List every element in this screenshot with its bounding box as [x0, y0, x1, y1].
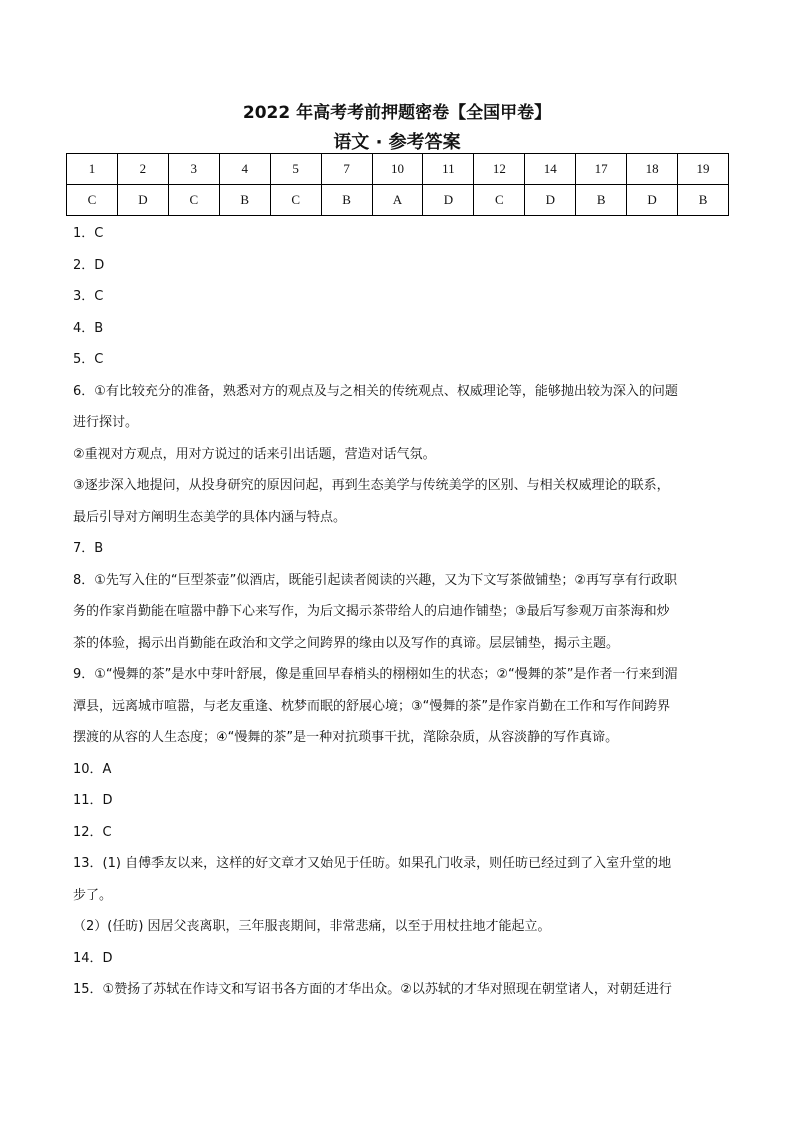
- question-number-cell: 11: [423, 154, 474, 185]
- answer-cell: C: [67, 185, 118, 216]
- answer-line: 茶的体验，揭示出肖勤能在政治和文学之间跨界的缘由以及写作的真谛。层层铺垫，揭示主题。: [73, 635, 620, 651]
- answer-line: 进行探讨。: [73, 415, 139, 430]
- answer-cell: D: [423, 185, 474, 216]
- answer-line: 7．B: [73, 541, 104, 556]
- answer-line: 12．C: [73, 824, 112, 840]
- answer-line: （2）(任昉) 因居父丧离职，三年服丧期间，非常悲痛，以至于用杖拄地才能起立。: [73, 919, 551, 934]
- answer-table-number-row: [67, 154, 729, 185]
- answer-line: 2．D: [73, 257, 105, 273]
- question-number-cell: 2: [117, 154, 168, 185]
- answer-line: 最后引导对方阐明生态美学的具体内涵与特点。: [73, 509, 347, 525]
- answer-line: 潭县，远离城市喧嚣，与老友重逢、枕梦而眠的舒展心境；③“慢舞的茶”是作家肖勤在工作和写作间跨界: [73, 698, 671, 714]
- answer-line: 13．(1) 自傅季友以来，这样的好文章才又始见于任昉。如果孔门收录，则任昉已经过到了入室升堂的地: [73, 856, 672, 871]
- question-number-cell: 18: [627, 154, 678, 185]
- answer-line: ③逐步深入地提问，从投身研究的原因问起，再到生态美学与传统美学的区别、与相关权威理论的联系，: [73, 478, 670, 493]
- answer-cell: C: [474, 185, 525, 216]
- answer-line: 9．①“慢舞的茶”是水中芽叶舒展，像是重回早春梢头的栩栩如生的状态；②“慢舞的茶”是作者一行来到湄: [73, 667, 678, 682]
- answer-cell: D: [525, 185, 576, 216]
- answer-cell: C: [270, 185, 321, 216]
- question-number-cell: 5: [270, 154, 321, 185]
- answer-line: 4．B: [73, 320, 104, 336]
- answer-cell: B: [678, 185, 729, 216]
- answer-table: [66, 153, 729, 216]
- answer-cell: B: [321, 185, 372, 216]
- question-number-cell: 3: [168, 154, 219, 185]
- question-number-cell: 7: [321, 154, 372, 185]
- answer-line: 11．D: [73, 793, 113, 808]
- page-subtitle: 语文 · 参考答案: [333, 132, 461, 153]
- answer-cell: D: [627, 185, 678, 216]
- answer-explanations: [73, 218, 733, 1006]
- answer-line: 摆渡的从容的人生态度；④“慢舞的茶”是一种对抗琐事干扰，滗除杂质，从容淡静的写作真谛。: [73, 730, 619, 745]
- question-number-cell: 17: [576, 154, 627, 185]
- question-number-cell: 12: [474, 154, 525, 185]
- question-number-cell: 19: [678, 154, 729, 185]
- answer-line: 10．A: [73, 761, 112, 777]
- answer-line: 3．C: [73, 289, 104, 304]
- answer-line: 5．C: [73, 352, 104, 367]
- answer-cell: B: [576, 185, 627, 216]
- answer-table-answer-row: [67, 185, 729, 216]
- answer-line: 6．①有比较充分的准备，熟悉对方的观点及与之相关的传统观点、权威理论等，能够抛出较为深入的问题: [73, 383, 678, 399]
- answer-cell: C: [168, 185, 219, 216]
- answer-cell: B: [219, 185, 270, 216]
- question-number-cell: 4: [219, 154, 270, 185]
- answer-line: 步了。: [73, 887, 113, 903]
- answer-line: 1．C: [73, 226, 104, 241]
- answer-line: ②重视对方观点，用对方说过的话来引出话题，营造对话气氛。: [73, 446, 436, 462]
- answer-cell: A: [372, 185, 423, 216]
- question-number-cell: 10: [372, 154, 423, 185]
- answer-line: 15．①赞扬了苏轼在作诗文和写诏书各方面的才华出众。②以苏轼的才华对照现在朝堂诸人，对朝廷进行: [73, 982, 672, 997]
- answer-cell: D: [117, 185, 168, 216]
- page-title: 2022 年高考考前押题密卷【全国甲卷】: [242, 103, 552, 123]
- answer-line: 务的作家肖勤能在喧嚣中静下心来写作，为后文揭示茶带给人的启迪作铺垫；③最后写参观万亩茶海和炒: [73, 604, 670, 619]
- answer-line: 8．①先写入住的“巨型茶壶”似酒店，既能引起读者阅读的兴趣，又为下文写茶做铺垫；②再写享有行政职: [73, 572, 678, 588]
- question-number-cell: 1: [67, 154, 118, 185]
- answer-line: 14．D: [73, 950, 113, 966]
- question-number-cell: 14: [525, 154, 576, 185]
